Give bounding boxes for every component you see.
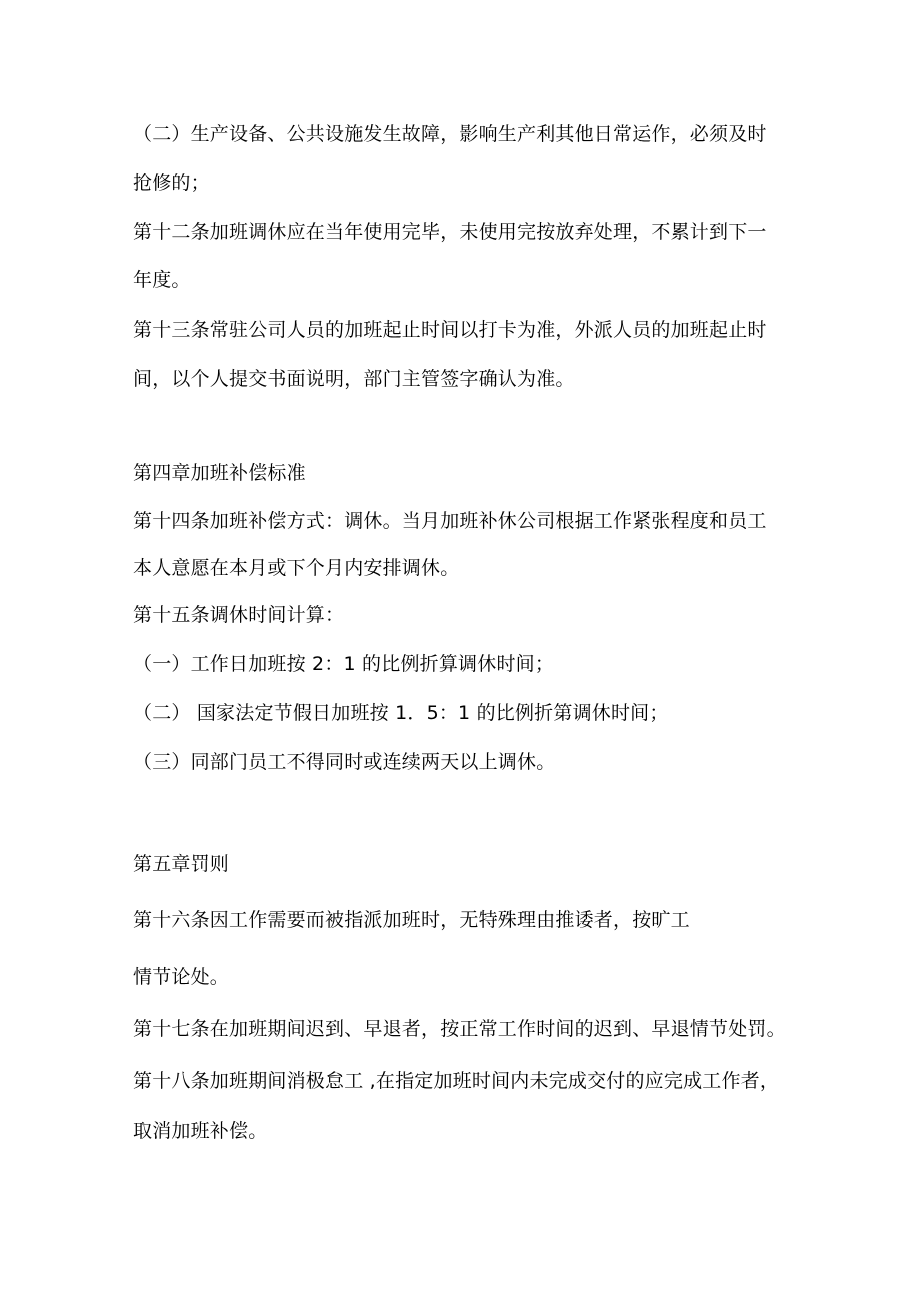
paragraph-line-2: 抢修的； [133, 172, 210, 194]
article-16-line-2: 情节论处。 [133, 966, 230, 988]
article-18-line-2: 取消加班补偿。 [133, 1120, 268, 1142]
paragraph-line-1: （二）生产设备、公共设施发生故障，影响生产利其他日常运作，必须及时 [133, 123, 767, 145]
article-13-line-2: 间，以个人提交书面说明，部门主管签字确认为准。 [133, 368, 575, 390]
article-12-line-1: 第十二条加班调休应在当年使用完毕，未使用完按放弃处理，不累计到下一 [133, 221, 767, 243]
article-15-item-2: （二） 国家法定节假日加班按 1．5：1 的比例折第调休时间； [133, 702, 669, 724]
article-14-line-2: 本人意愿在本月或下个月内安排调休。 [133, 557, 460, 579]
article-12-line-2: 年度。 [133, 269, 191, 291]
article-15-item-3: （三）同部门员工不得同时或连续两天以上调休。 [133, 751, 556, 773]
article-13-line-1: 第十三条常驻公司人员的加班起止时间以打卡为准，外派人员的加班起止时 [133, 319, 767, 341]
article-14-line-1: 第十四条加班补偿方式：调休。当月加班补休公司根据工作紧张程度和员工 [133, 510, 767, 532]
article-18-line-1: 第十八条加班期间消极怠工 ,在指定加班时间内未完成交付的应完成工作者， [133, 1070, 780, 1092]
article-16-line-1: 第十六条因工作需要而被指派加班时，无特殊理由推诿者，按旷工 [133, 909, 690, 931]
article-17-line: 第十七条在加班期间迟到、早退者，按正常工作时间的迟到、早退情节处罚。 [133, 1018, 786, 1040]
chapter-4-heading: 第四章加班补偿标准 [133, 462, 306, 484]
article-15-item-1: （一）工作日加班按 2：1 的比例折算调休时间； [133, 653, 555, 675]
article-15-heading: 第十五条调休时间计算： [133, 604, 345, 626]
chapter-5-heading: 第五章罚则 [133, 853, 230, 875]
